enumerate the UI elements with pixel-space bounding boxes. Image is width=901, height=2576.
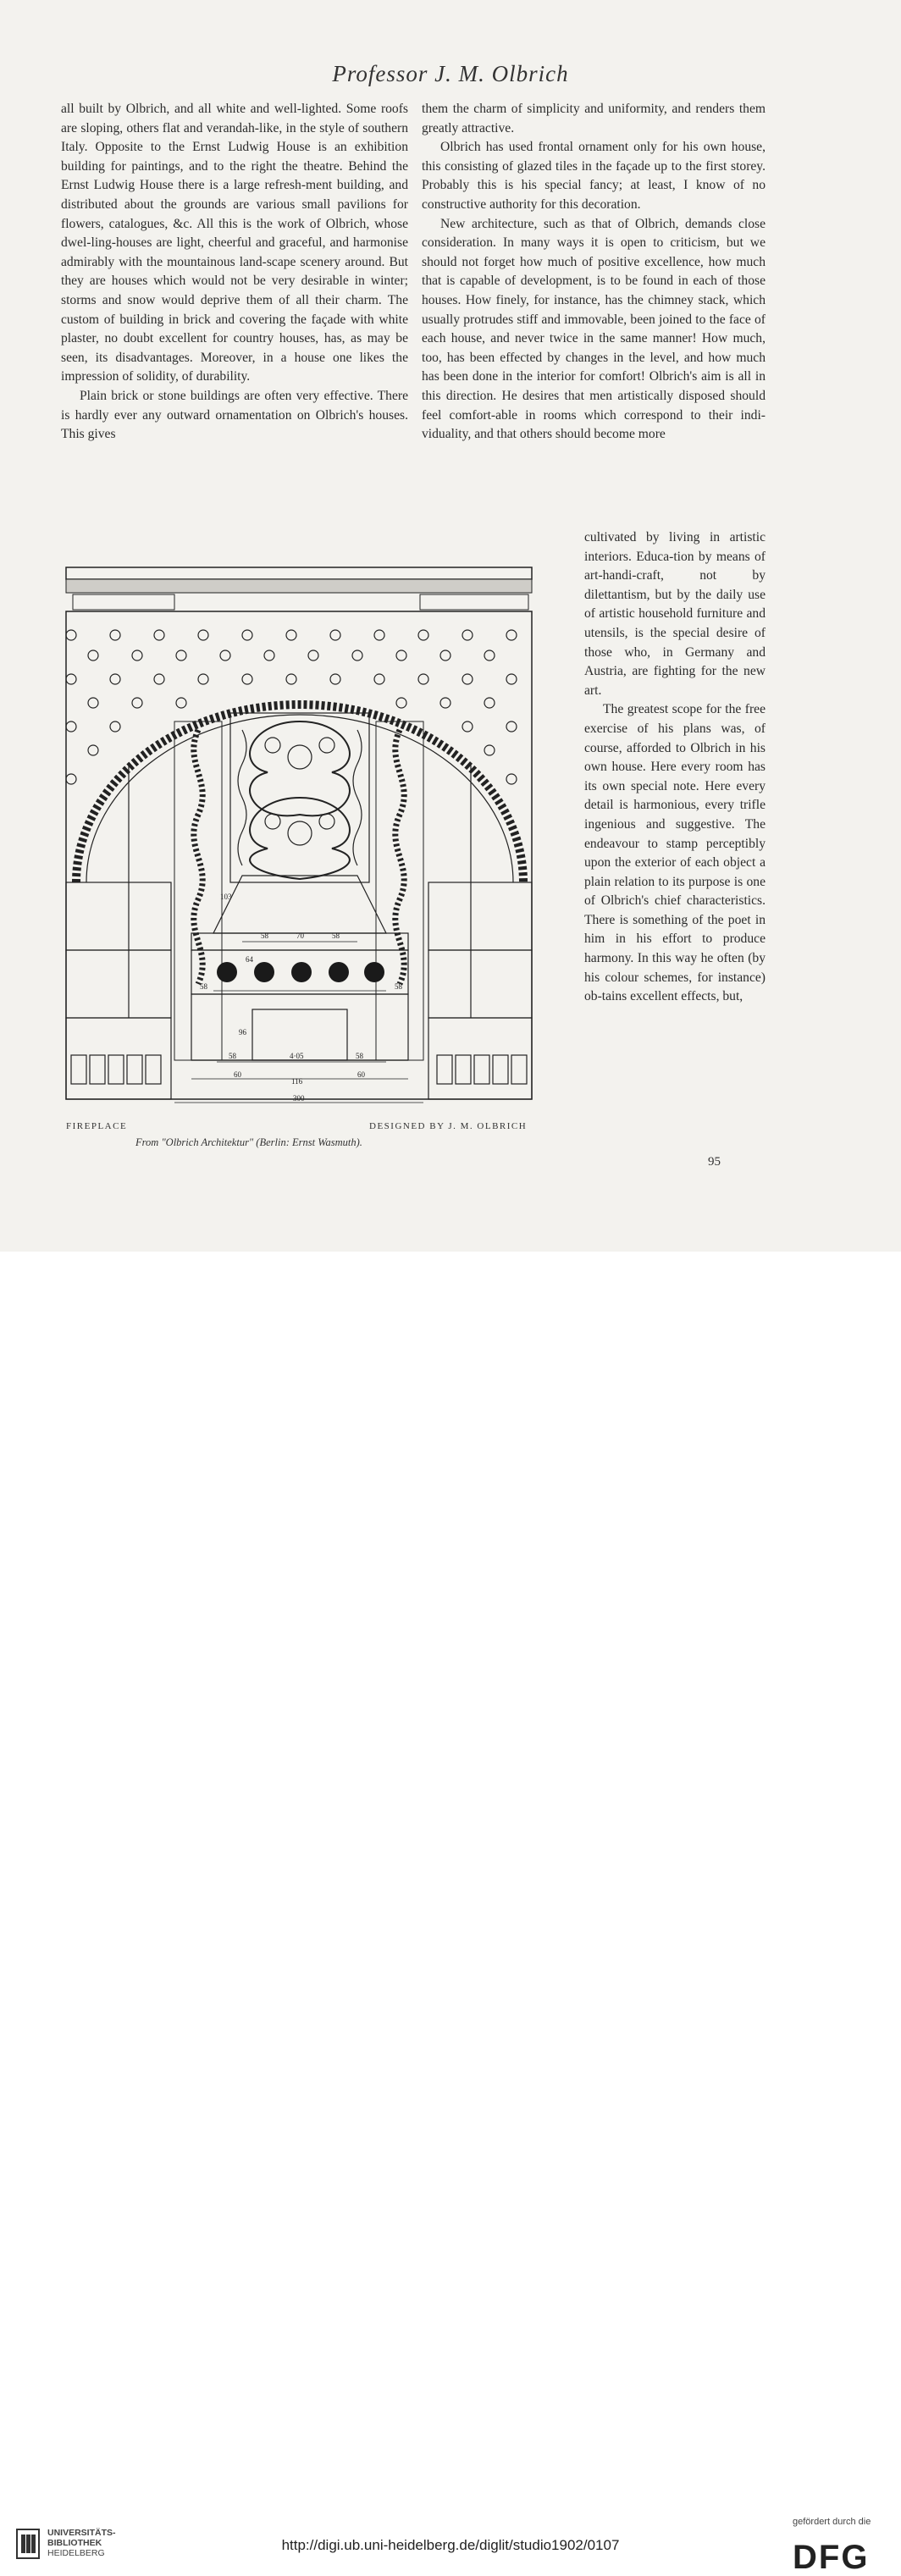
dimension-label: 58: [332, 931, 340, 940]
dimension-label: 58: [200, 982, 207, 991]
dimension-label: 70: [296, 931, 304, 940]
fireplace-illustration: [64, 561, 535, 1111]
library-name-line: UNIVERSITÄTS-: [47, 2528, 116, 2538]
page-number: 95: [708, 1155, 721, 1169]
paragraph: Plain brick or stone buildings are often very effective. There is hardly ever any outward ornamentation on Olbrich's houses. This gives: [61, 388, 408, 442]
digitization-footer: [0, 1252, 901, 2576]
source-url[interactable]: http://digi.ub.uni-heidelberg.de/diglit/studio1902/0107: [281, 2537, 620, 2553]
paragraph: Olbrich has used frontal ornament only for his own house, this consisting of glazed tiles in the façade up to the first storey. Probably this is his special fancy; at least, I know of no constructive authority for this decoration.: [422, 140, 766, 212]
dimension-label: 300: [293, 1094, 305, 1103]
dimension-label: 103: [220, 893, 232, 901]
dimension-label: 58: [395, 982, 402, 991]
dimension-label: 64: [246, 955, 253, 964]
paragraph: them the charm of simplicity and uniformity, and renders them greatly attractive.: [422, 102, 766, 135]
dimension-label: 58: [261, 931, 268, 940]
running-title: Professor J. M. Olbrich: [332, 61, 569, 86]
figure-caption: FIREPLACE: [66, 1121, 128, 1131]
paragraph: New architecture, such as that of Olbrich, demands close consideration. In many ways it is open to criticism, but we should not forget how much of positive excellence, how much that is capable of development, is to be found in each of those houses. How finely, for instance, has the chimney stack, which usually protrudes stiff and immovable, been joined to the face of each house, and never twice in the same manner! How much, too, has been effected by changes in the level, and how much has been done in the interior for comfort! Olbrich's aim is all in this direction. He desires that men artistically disposed should feel comfort-able in rooms which correspond to their indi-viduality, and that others should become more: [422, 216, 766, 442]
figure-credit: DESIGNED BY J. M. OLBRICH: [369, 1121, 528, 1131]
dfg-logo: DFG: [793, 2539, 870, 2576]
library-name-line: BIBLIOTHEK: [47, 2538, 102, 2548]
dimension-label: 58: [356, 1052, 363, 1060]
right-column: [422, 100, 766, 445]
dimension-label: 96: [239, 1028, 246, 1036]
dimension-label: 60: [357, 1070, 365, 1079]
paragraph: The greatest scope for the free exercise of his plans was, of course, afforded to Olbrich in his own house. Here every room has its own special note. Here every detail is harmonious, every trifle ingenious and suggestive. The endeavour to stamp perceptibly upon the exterior of each object a plain relation to its purpose is one of Olbrich's chief characteristics. There is something of the poet in him in his effort to produce harmony. In this way he often (by his colour schemes, for instance) ob-tains excellent effects, but,: [584, 702, 766, 1004]
left-column: [61, 100, 408, 445]
paragraph: cultivated by living in artistic interiors. Educa-tion by means of art-handi-craft, not by dilettantism, but by the daily use of artistic household furniture and utensils, is the special desire of those who, in Germany and Austria, are fighting for the new art.: [584, 530, 766, 698]
funded-label: gefördert durch die: [793, 2517, 871, 2527]
paragraph: all built by Olbrich, and all white and well-lighted. Some roofs are sloping, others flat and verandah-like, in the style of southern Italy. Opposite to the Ernst Ludwig House is an exhibition building for paintings, and to the right the theatre. Behind the Ernst Ludwig House there is a large refresh-ment building, and distributed about the grounds are various small pavilions for flowers, catalogues, &c. All this is the work of Olbrich, whose dwel-ling-houses are light, cheerful and graceful, and harmonise admirably with the mountainous land-scape scenery around. But they are houses which would not be very desirable in winter; storms and snow would deprive them of all their charm. The custom of building in brick and covering the façade with white plaster, no doubt excellent for country houses, has, as may be seen, its disadvantages. Moreover, in a house one likes the impression of solidity, of durability.: [61, 102, 408, 384]
figure-source: From "Olbrich Architektur" (Berlin: Ernst Wasmuth).: [135, 1136, 362, 1148]
dimension-label: 58: [229, 1052, 236, 1060]
right-narrow-column: [584, 528, 766, 1007]
dimension-label: 4·05: [290, 1052, 304, 1060]
fireplace-drawing: [64, 561, 535, 1111]
library-name-line: HEIDELBERG: [47, 2548, 105, 2558]
scanned-page: [0, 0, 901, 1252]
dimension-label: 116: [291, 1077, 303, 1086]
dimension-label: 60: [234, 1070, 241, 1079]
